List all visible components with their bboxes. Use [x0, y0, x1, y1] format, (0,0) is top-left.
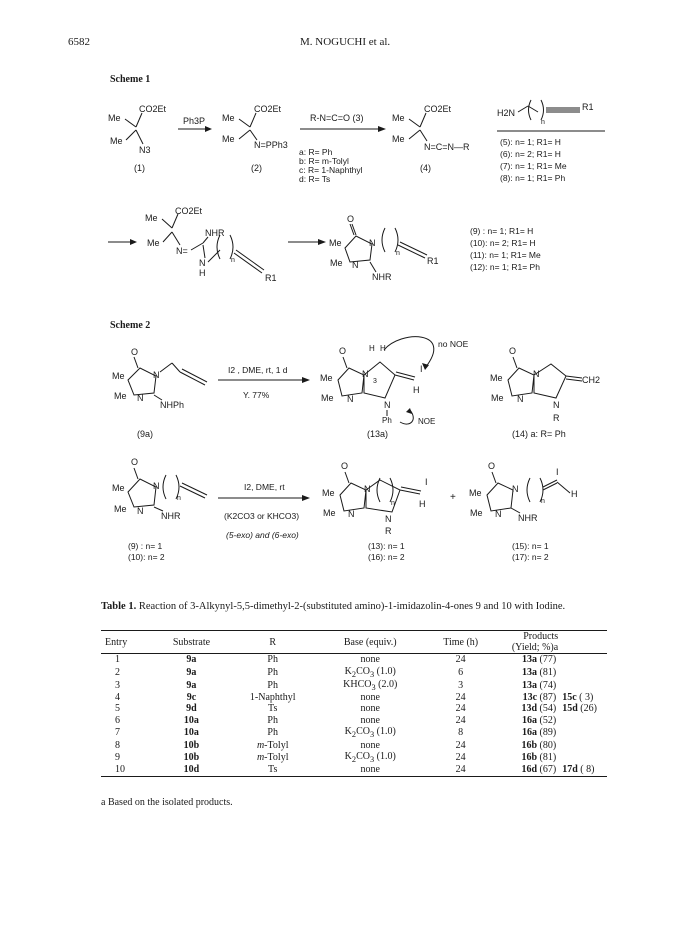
svg-text:R1: R1	[582, 102, 594, 112]
svg-text:Me: Me	[112, 483, 125, 493]
cell-entry: 4	[115, 691, 120, 703]
svg-text:N=: N=	[176, 246, 188, 256]
svg-text:3: 3	[373, 378, 377, 385]
cell-time: 24	[455, 751, 466, 763]
svg-text:Ph: Ph	[382, 416, 392, 425]
svg-text:Me: Me	[323, 508, 336, 518]
header-entry: Entry	[101, 631, 154, 654]
amine-6: (6): n= 2; R1= H	[500, 149, 561, 159]
svg-text:H2N: H2N	[497, 108, 516, 118]
reagent-ph3p: Ph3P	[183, 116, 206, 126]
svg-text:R: R	[553, 413, 560, 423]
svg-text:N: N	[153, 370, 160, 380]
svg-text:CH2: CH2	[582, 375, 601, 385]
svg-text:H: H	[380, 344, 386, 353]
label-9a: (9a)	[137, 429, 154, 439]
svg-text:N=PPh3: N=PPh3	[254, 140, 288, 150]
svg-text:N3: N3	[139, 145, 151, 155]
cell-base: $K_2CO_3$ (1.0)	[344, 750, 396, 764]
structure-13-16	[322, 461, 428, 536]
condition-1-bottom: Y. 77%	[243, 390, 270, 400]
structure-13a	[320, 337, 434, 425]
svg-text:H: H	[419, 499, 426, 509]
svg-text:N: N	[364, 484, 371, 494]
label-14: (14) a: R= Ph	[512, 429, 566, 439]
svg-text:Me: Me	[490, 373, 503, 383]
svg-text:R: R	[385, 526, 392, 536]
cell-r: Ph	[267, 727, 278, 739]
noe-label: NOE	[418, 417, 436, 426]
svg-text:N: N	[347, 394, 354, 404]
page-number: 6582	[68, 36, 90, 48]
svg-text:O: O	[131, 347, 139, 357]
cell-base: none	[360, 739, 380, 751]
svg-text:R1: R1	[265, 273, 277, 283]
svg-text:n: n	[177, 495, 181, 502]
cell-product-2	[558, 666, 607, 679]
svg-text:H: H	[369, 344, 375, 353]
svg-text:I: I	[425, 477, 428, 487]
cell-product-2	[558, 679, 607, 692]
cell-r: 1-Naphthyl	[249, 691, 296, 703]
svg-text:NHR: NHR	[372, 272, 392, 282]
svg-text:O: O	[488, 461, 496, 471]
svg-text:H: H	[571, 489, 578, 499]
cell-substrate: 10b	[183, 751, 200, 763]
condition-2-top: I2, DME, rt	[244, 482, 285, 492]
cell-product-2	[558, 715, 607, 727]
cell-time: 24	[455, 715, 466, 727]
svg-text:O: O	[339, 346, 347, 356]
cell-substrate: 9d	[186, 703, 197, 715]
running-title: M. NOGUCHI et al.	[300, 36, 391, 48]
svg-text:Me: Me	[329, 238, 342, 248]
svg-text:n: n	[231, 257, 235, 264]
cell-time: 24	[455, 691, 466, 703]
cell-base: none	[360, 703, 380, 715]
svg-text:Me: Me	[320, 373, 333, 383]
svg-text:I: I	[420, 364, 423, 374]
cell-r: Ph	[267, 679, 278, 691]
structure-14	[490, 346, 600, 423]
cell-substrate: 10a	[183, 727, 199, 739]
svg-text:I: I	[556, 467, 559, 477]
plus-sign: +	[450, 492, 456, 503]
svg-text:N: N	[517, 394, 524, 404]
table-row	[101, 703, 607, 715]
product-9: (9) : n= 1; R1= H	[470, 226, 534, 236]
svg-text:N: N	[348, 509, 355, 519]
table-row	[101, 726, 607, 739]
svg-text:N: N	[553, 400, 560, 410]
cell-time: 24	[455, 654, 466, 666]
condition-2-mode: (5-exo) and (6-exo)	[226, 530, 299, 540]
condition-1-top: I2 , DME, rt, 1 d	[228, 365, 288, 375]
svg-text:Me: Me	[322, 488, 335, 498]
cell-product-1: 16a (89)	[522, 727, 557, 739]
svg-text:H: H	[199, 268, 206, 278]
cell-base: $K_2CO_3$ (1.0)	[344, 665, 396, 679]
svg-text:CO2Et: CO2Et	[175, 206, 203, 216]
cell-product-2: 15c ( 3)	[562, 691, 594, 703]
cell-base: $KHCO_3$ (2.0)	[343, 678, 398, 692]
header-products: Products (Yield; %)a	[497, 631, 558, 654]
scheme1-label: Scheme 1	[110, 74, 151, 85]
svg-text:Me: Me	[222, 113, 235, 123]
structure-9a	[112, 347, 207, 410]
cell-product-1: 13a (81)	[522, 666, 557, 678]
svg-text:NHR: NHR	[205, 228, 225, 238]
header-substrate: Substrate	[154, 631, 229, 654]
table-row	[101, 715, 607, 727]
svg-text:N: N	[137, 393, 144, 403]
structure-compound-4	[392, 104, 470, 152]
cell-substrate: 9a	[186, 654, 197, 666]
product-12: (12): n= 1; R1= Ph	[470, 262, 540, 272]
cell-r: Ph	[267, 715, 278, 727]
structure-9-10	[112, 457, 207, 521]
label-9: (9) : n= 1	[128, 541, 163, 551]
svg-text:Me: Me	[145, 213, 158, 223]
label-compound-4: (4)	[420, 163, 431, 173]
cell-time: 6	[458, 666, 464, 678]
cell-product-1: 13c (87)	[522, 691, 557, 703]
cell-substrate: 10a	[183, 715, 199, 727]
svg-text:Me: Me	[112, 371, 125, 381]
label-10: (10): n= 2	[128, 552, 165, 562]
cell-product-1: 16a (52)	[522, 715, 557, 727]
svg-text:Me: Me	[392, 134, 405, 144]
svg-text:n: n	[541, 498, 545, 505]
scheme2-label: Scheme 2	[110, 320, 151, 331]
product-10: (10): n= 2; R1= H	[470, 238, 536, 248]
svg-text:Me: Me	[114, 391, 127, 401]
svg-text:O: O	[509, 346, 517, 356]
table-header-row	[101, 631, 607, 654]
results-table	[101, 630, 607, 777]
svg-text:Me: Me	[108, 113, 121, 123]
table-row	[101, 679, 607, 692]
svg-text:N: N	[385, 514, 392, 524]
table-row	[101, 739, 607, 751]
table-caption-label: Table 1.	[101, 601, 137, 612]
r-def-c: c: R= 1-Naphthyl	[299, 165, 363, 175]
cell-entry: 7	[115, 727, 120, 739]
label-compound-2: (2)	[251, 163, 262, 173]
svg-text:N: N	[495, 509, 502, 519]
cell-entry: 10	[101, 764, 154, 776]
cell-product-1: 16d (67)	[497, 764, 558, 776]
svg-text:O: O	[341, 461, 349, 471]
svg-text:N: N	[384, 400, 391, 410]
cell-entry: 9	[115, 751, 120, 763]
svg-text:R1: R1	[427, 256, 439, 266]
cell-substrate: 9a	[186, 666, 197, 678]
condition-2-base: (K2CO3 or KHCO3)	[224, 511, 300, 521]
noe-absent-label: no NOE	[438, 339, 469, 349]
table-caption	[101, 600, 611, 613]
svg-text:Me: Me	[491, 393, 504, 403]
svg-text:NHR: NHR	[518, 513, 538, 523]
cell-product-1: 16b (81)	[521, 751, 557, 763]
cell-r: Ts	[268, 703, 278, 715]
cell-r: Ph	[267, 654, 278, 666]
amine-7: (7): n= 1; R1= Me	[500, 161, 567, 171]
structure-imidazolinone	[329, 214, 439, 282]
svg-text:Me: Me	[110, 136, 123, 146]
cell-substrate: 10d	[154, 764, 229, 776]
svg-text:n: n	[396, 250, 400, 257]
cell-base: $K_2CO_3$ (1.0)	[344, 726, 396, 740]
cell-product-2: 17d ( 8)	[558, 764, 607, 776]
table-row	[101, 692, 607, 704]
cell-entry: 5	[115, 703, 120, 715]
svg-text:Me: Me	[321, 393, 334, 403]
cell-time: 24	[455, 739, 466, 751]
table-row	[101, 751, 607, 764]
header-r: R	[229, 631, 316, 654]
svg-text:n: n	[541, 119, 545, 126]
cell-substrate: 10b	[183, 739, 200, 751]
amine-8: (8): n= 1; R1= Ph	[500, 173, 566, 183]
cell-r: m-Tolyl	[256, 739, 289, 751]
cell-substrate: 9c	[186, 691, 197, 703]
svg-text:N: N	[362, 369, 369, 379]
cell-base: none	[316, 764, 424, 776]
label-16: (16): n= 2	[368, 552, 405, 562]
svg-text:Me: Me	[469, 488, 482, 498]
cell-base: none	[360, 691, 380, 703]
r-def-d: d: R= Ts	[299, 174, 331, 184]
cell-product-2	[558, 739, 607, 751]
cell-entry: 2	[115, 666, 120, 678]
cell-time: 24	[424, 764, 497, 776]
svg-text:N: N	[512, 484, 519, 494]
table-caption-text: Reaction of 3-Alkynyl-5,5-dimethyl-2-(substituted amino)-1-imidazolin-4-ones 9 and 10 with Iodine.	[138, 601, 566, 612]
label-compound-1: (1)	[134, 163, 145, 173]
cell-r: Ts	[229, 764, 316, 776]
svg-text:Me: Me	[222, 134, 235, 144]
svg-text:H: H	[413, 385, 420, 395]
cell-product-1: 13a (77)	[522, 654, 557, 666]
product-11: (11): n= 1; R1= Me	[470, 250, 541, 260]
table-row	[101, 666, 607, 679]
amine-5: (5): n= 1; R1= H	[500, 137, 561, 147]
r-def-b: b: R= m-Tolyl	[299, 156, 349, 166]
structure-compound-2	[222, 104, 288, 150]
svg-text:O: O	[131, 457, 139, 467]
reagent-isocyanate: R-N=C=O (3)	[310, 113, 364, 123]
label-15: (15): n= 1	[512, 541, 549, 551]
svg-text:Me: Me	[470, 508, 483, 518]
cell-entry: 3	[115, 679, 120, 691]
svg-text:CO2Et: CO2Et	[254, 104, 282, 114]
svg-text:NHPh: NHPh	[160, 400, 185, 410]
cell-product-1: 13a (74)	[522, 679, 557, 691]
structure-guanidine-intermediate	[145, 206, 277, 283]
svg-text:N=C=N—R: N=C=N—R	[424, 142, 470, 152]
cell-product-1: 16b (80)	[521, 739, 557, 751]
svg-text:n: n	[391, 500, 395, 507]
cell-substrate: 9a	[186, 679, 197, 691]
header-base: Base (equiv.)	[316, 631, 424, 654]
svg-text:CO2Et: CO2Et	[424, 104, 452, 114]
svg-text:CO2Et: CO2Et	[139, 104, 167, 114]
svg-text:NHR: NHR	[161, 511, 181, 521]
cell-time: 8	[458, 727, 464, 739]
structure-amine	[497, 100, 594, 126]
svg-text:Me: Me	[392, 113, 405, 123]
cell-product-2: 15d (26)	[562, 703, 597, 715]
cell-r: m-Tolyl	[256, 751, 289, 763]
label-13a: (13a)	[367, 429, 389, 439]
cell-product-1: 13d (54)	[521, 703, 557, 715]
cell-product-2	[558, 751, 607, 764]
label-13: (13): n= 1	[368, 541, 405, 551]
structure-compound-1	[108, 104, 167, 155]
svg-text:O: O	[347, 214, 355, 224]
r-def-a: a: R= Ph	[299, 147, 333, 157]
svg-text:N: N	[533, 369, 540, 379]
svg-text:N: N	[153, 481, 160, 491]
label-17: (17): n= 2	[512, 552, 549, 562]
svg-text:Me: Me	[330, 258, 343, 268]
svg-text:Me: Me	[114, 504, 127, 514]
svg-text:N: N	[199, 258, 206, 268]
cell-time: 3	[458, 679, 464, 691]
cell-product-2	[558, 654, 607, 666]
svg-text:N: N	[369, 238, 376, 248]
table-row	[101, 654, 607, 666]
cell-base: none	[360, 654, 380, 666]
cell-entry: 8	[115, 739, 120, 751]
cell-r: Ph	[267, 666, 278, 678]
svg-text:N: N	[352, 260, 359, 270]
cell-time: 24	[455, 703, 466, 715]
table-footnote: a Based on the isolated products.	[101, 797, 233, 808]
svg-text:N: N	[137, 506, 144, 516]
structure-15-17	[469, 461, 578, 523]
cell-base: none	[360, 715, 380, 727]
table-row	[101, 764, 607, 776]
svg-text:Me: Me	[147, 238, 160, 248]
cell-product-2	[558, 726, 607, 739]
header-time: Time (h)	[424, 631, 497, 654]
cell-entry: 6	[115, 715, 120, 727]
cell-entry: 1	[115, 654, 120, 666]
